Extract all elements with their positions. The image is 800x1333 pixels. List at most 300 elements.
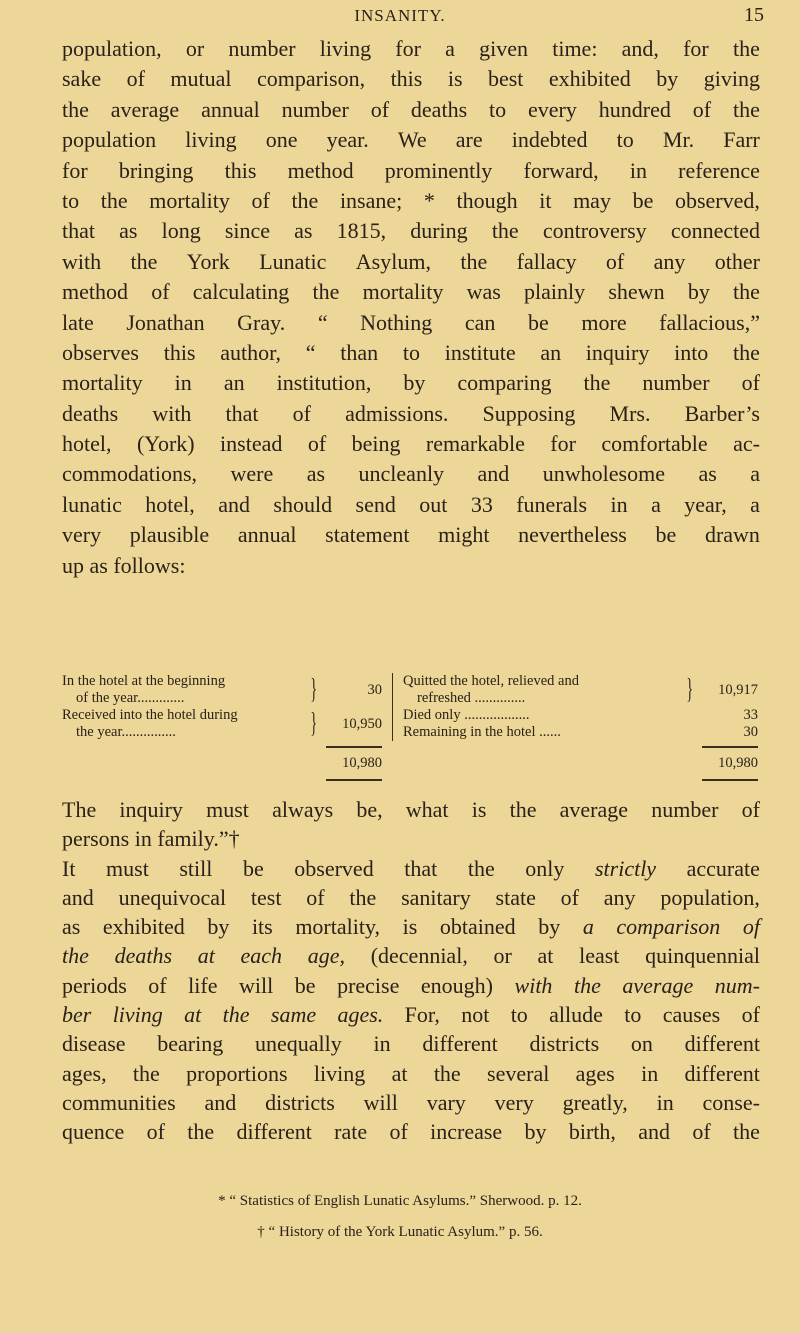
word: be (655, 522, 677, 548)
word: ages (575, 1060, 615, 1086)
word: or (185, 36, 205, 61)
word: ages, (62, 1060, 107, 1086)
word: of (251, 187, 270, 213)
word: unwholesome (542, 461, 665, 487)
word: as (62, 914, 81, 940)
word: districts (529, 1031, 600, 1057)
left-row2-label-block (62, 707, 307, 741)
word: the (491, 218, 519, 244)
word: with (152, 400, 192, 426)
word: shewn (608, 279, 665, 305)
word: is (447, 66, 463, 92)
word: quence (62, 1119, 125, 1145)
text-line (62, 520, 760, 550)
word: Asylum, (355, 248, 431, 274)
text-line (62, 490, 760, 520)
word: of (741, 797, 760, 822)
word: of (307, 431, 327, 457)
right-row2-label: Died only .................. (403, 707, 530, 723)
word: this (163, 339, 196, 365)
word: may (573, 187, 611, 213)
word: (decennial, (370, 943, 468, 969)
word: be (242, 855, 264, 881)
left-row1-label-block (62, 673, 307, 707)
word: of (741, 370, 760, 396)
word: for (62, 157, 88, 183)
word: Jonathan (126, 309, 205, 335)
word: with (62, 248, 102, 274)
word: and (62, 884, 94, 910)
word: was (466, 279, 501, 305)
text-line (62, 368, 760, 398)
word: Barber’s (684, 400, 760, 426)
word: the (349, 884, 377, 910)
word: calculating (192, 279, 290, 305)
text-segment: up as follows: (62, 552, 186, 578)
word: number (228, 36, 296, 61)
word: forward, (523, 157, 599, 183)
word: the (509, 797, 537, 822)
word: in (610, 491, 628, 517)
word: and (218, 491, 250, 517)
left-total: 10,980 (342, 755, 382, 771)
word: 33 (470, 491, 493, 517)
left-row1-label-cont: of the year............. (76, 690, 185, 706)
word: as (698, 461, 717, 487)
word: the (460, 248, 488, 274)
word: inquiry (119, 797, 183, 822)
paragraph-1 (62, 34, 760, 581)
word: mortality, (295, 914, 381, 940)
word: causes (662, 1002, 721, 1028)
word: at (391, 1060, 408, 1086)
word: to (616, 127, 634, 153)
word: rate (334, 1119, 368, 1145)
word: author, (220, 339, 282, 365)
word: observes (62, 339, 139, 365)
word: age, (307, 943, 346, 969)
word: fallacious,” (659, 309, 760, 335)
word: of (389, 1119, 408, 1145)
word: exhibited (102, 914, 185, 940)
word: York (186, 248, 230, 274)
word: is (402, 914, 418, 940)
word: the (733, 279, 760, 305)
footnote-2: † “ History of the York Lunatic Asylum.” p. 56. (257, 1224, 543, 1240)
word: though (456, 187, 518, 213)
word: the (573, 972, 601, 998)
word: comfortable (601, 431, 708, 457)
word: vary (426, 1089, 466, 1115)
word: bringing (118, 157, 194, 183)
total-rule (702, 779, 758, 781)
disbursements-column (393, 673, 758, 771)
word: the (733, 339, 760, 365)
word: Mrs. (609, 400, 651, 426)
word: allude (549, 1002, 603, 1028)
word: in (656, 1089, 674, 1115)
word: this (224, 157, 257, 183)
word: on (630, 1031, 653, 1057)
footnote-1: * “ Statistics of English Lunatic Asylums.” Sherwood. p. 12. (218, 1193, 582, 1209)
word: admissions. (345, 400, 449, 426)
word: the (433, 1060, 461, 1086)
word: the (312, 279, 340, 305)
word: each (240, 943, 283, 969)
word: must (206, 797, 249, 822)
word: by (687, 279, 710, 305)
word: the (291, 187, 319, 213)
word: “ (317, 309, 328, 335)
word: will (363, 1089, 398, 1115)
word: method (62, 279, 128, 305)
word: in (174, 370, 192, 396)
word: observed, (674, 187, 760, 213)
word: as (119, 218, 138, 244)
word: controversy (542, 218, 647, 244)
word: are (455, 127, 483, 153)
left-totals (320, 746, 382, 781)
word: of (292, 400, 311, 426)
word: indebted (511, 127, 588, 153)
word: population (62, 127, 157, 153)
word: It (62, 855, 76, 881)
word: ages. (337, 1002, 384, 1028)
word: an (223, 370, 245, 396)
text-line (62, 1059, 760, 1088)
word: living (185, 127, 237, 153)
word: the (62, 96, 89, 122)
word: * (423, 187, 435, 213)
word: than (340, 339, 379, 365)
word: ac- (733, 431, 760, 457)
word: statement (325, 522, 410, 548)
word: any (653, 248, 686, 274)
table-row (62, 673, 382, 707)
word: Farr (723, 127, 760, 153)
text-line (62, 399, 760, 429)
right-total: 10,980 (718, 755, 758, 771)
word: Mr. (662, 127, 695, 153)
text-line (62, 824, 760, 853)
hotel-statement-table (62, 673, 760, 771)
word: comparison, (256, 66, 366, 92)
right-row1-label-block (403, 673, 683, 707)
word: hotel, (145, 491, 195, 517)
word: every (528, 96, 577, 122)
word: time: (552, 36, 598, 61)
text-line (62, 277, 760, 307)
left-row2-label-cont: the year............... (76, 724, 176, 740)
text-line (62, 1029, 760, 1058)
word: what (405, 797, 449, 822)
word: The (62, 797, 97, 822)
word: to (62, 187, 80, 213)
word: hundred (598, 96, 671, 122)
word: nevertheless (518, 522, 627, 548)
word: plausible (129, 522, 210, 548)
running-header (0, 2, 800, 30)
word: be (632, 187, 654, 213)
page-number: 15 (744, 4, 764, 26)
text-line (62, 156, 760, 186)
word: Lunatic (259, 248, 327, 274)
word: is (471, 797, 487, 822)
text-line (62, 459, 760, 489)
text-line (62, 338, 760, 368)
word: For, (404, 1002, 440, 1028)
word: plainly (524, 279, 586, 305)
word: of (742, 914, 760, 940)
word: same (270, 1002, 317, 1028)
word: be (528, 309, 549, 335)
word: and (204, 1089, 237, 1115)
word: of (146, 1119, 165, 1145)
word: living (319, 36, 372, 61)
left-row2-value: 10,950 (342, 715, 382, 732)
right-row1-label: Quitted the hotel, relieved and (403, 673, 579, 689)
word: can (464, 309, 496, 335)
word: the (732, 1119, 760, 1145)
word: will (239, 972, 274, 998)
word: the (732, 36, 760, 61)
word: the (100, 187, 128, 213)
word: as (294, 218, 313, 244)
word: the (62, 943, 89, 969)
text-line (62, 429, 760, 459)
text-line (62, 941, 760, 970)
word: unequivocal (118, 884, 227, 910)
word: different (684, 1031, 760, 1057)
word: at (184, 1002, 202, 1028)
word: deaths (62, 400, 119, 426)
word: mortality (149, 187, 230, 213)
word: since (224, 218, 271, 244)
word: by (207, 914, 230, 940)
word: a (582, 914, 594, 940)
word: one (265, 127, 298, 153)
word: in (373, 1031, 391, 1057)
word: insane; (339, 187, 403, 213)
left-row1-value: 30 (367, 681, 382, 698)
word: in (641, 1060, 659, 1086)
word: of (692, 96, 712, 122)
word: birth, (568, 1119, 616, 1145)
word: number (281, 96, 349, 122)
word: and (477, 461, 510, 487)
word: num- (714, 972, 760, 998)
word: and (638, 1119, 670, 1145)
word: to (489, 96, 507, 122)
word: given (479, 36, 529, 61)
word: prominently (384, 157, 493, 183)
word: least (579, 943, 620, 969)
word: the (130, 248, 158, 274)
word: comparing (457, 370, 552, 396)
word: Nothing (360, 309, 433, 335)
word: that (62, 218, 95, 244)
text-line (62, 216, 760, 246)
word: by (656, 66, 679, 92)
word: of (560, 884, 579, 910)
word: not (461, 1002, 490, 1028)
word: a (651, 491, 661, 517)
word: still (179, 855, 213, 881)
word: different (236, 1119, 312, 1145)
word: at (197, 943, 215, 969)
right-row1-value: 10,917 (718, 681, 758, 698)
word: giving (703, 66, 760, 92)
word: and, (621, 36, 659, 61)
word: to (624, 1002, 642, 1028)
right-totals (696, 746, 758, 781)
word: Supposing (482, 400, 576, 426)
word: average (110, 96, 180, 122)
word: of (605, 248, 625, 274)
word: state (495, 884, 536, 910)
word: uncleanly (358, 461, 445, 487)
receipts-column (62, 673, 393, 771)
text-line (62, 186, 760, 216)
word: to (402, 339, 420, 365)
text-line (62, 1117, 760, 1146)
word: Gray. (237, 309, 286, 335)
word: method (287, 157, 354, 183)
word: the (187, 1119, 215, 1145)
word: late (62, 309, 94, 335)
word: a (750, 491, 760, 517)
word: of (741, 1002, 760, 1028)
text-line (62, 247, 760, 277)
word: instead (220, 431, 283, 457)
word: a (445, 36, 455, 61)
right-row3-value: 30 (743, 724, 758, 740)
word: life (188, 972, 218, 998)
text-line (62, 308, 760, 338)
word: always (272, 797, 334, 822)
word: obtained (439, 914, 516, 940)
word: very (62, 522, 102, 548)
word: very (494, 1089, 534, 1115)
text-line (62, 795, 760, 824)
word: of (692, 1119, 711, 1145)
word: this (390, 66, 423, 92)
word: send (355, 491, 396, 517)
table-row (403, 724, 758, 741)
right-row2-value: 33 (743, 707, 758, 723)
word: greatly, (562, 1089, 628, 1115)
word: of (148, 972, 167, 998)
word: test (250, 884, 282, 910)
word: deaths (410, 96, 468, 122)
word: observed (294, 855, 374, 881)
word: different (684, 1060, 760, 1086)
total-rule (326, 779, 382, 781)
word: a (750, 461, 760, 487)
word: it (539, 187, 552, 213)
word: districts (265, 1089, 335, 1115)
text-line (62, 854, 760, 883)
word: hotel, (62, 431, 112, 457)
word: deaths (114, 943, 173, 969)
word: the (467, 855, 495, 881)
word: number (651, 797, 719, 822)
word: for (683, 36, 709, 61)
word: an (540, 339, 562, 365)
text-line (62, 883, 760, 912)
word: mortality (62, 370, 143, 396)
text-line (62, 1000, 760, 1029)
word: of (306, 884, 325, 910)
text-line (62, 95, 760, 125)
word: the (583, 370, 611, 396)
brace-icon: } (309, 708, 317, 739)
word: sake (62, 66, 102, 92)
word: different (422, 1031, 498, 1057)
word: average (622, 972, 694, 998)
word: of (151, 279, 170, 305)
word: more (581, 309, 627, 335)
text-line (62, 34, 760, 64)
table-row (403, 673, 758, 707)
text-line (62, 971, 760, 1000)
right-row1-label-cont: refreshed .............. (417, 690, 526, 706)
table-row (62, 707, 382, 741)
text-line (62, 551, 760, 581)
word: annual (237, 522, 297, 548)
word: any (603, 884, 636, 910)
word: unequally (255, 1031, 342, 1057)
word: fallacy (516, 248, 577, 274)
word: number (642, 370, 710, 396)
word: should (273, 491, 333, 517)
word: year, (684, 491, 727, 517)
word: accurate (686, 855, 760, 881)
word: at (537, 943, 554, 969)
word: reference (678, 157, 760, 183)
word: remarkable (425, 431, 525, 457)
text-line (62, 1088, 760, 1117)
word: other (714, 248, 760, 274)
word: strictly (594, 855, 657, 881)
word: increase (430, 1119, 503, 1145)
word: “ (305, 339, 316, 365)
word: bearing (157, 1031, 224, 1057)
word: living (112, 1002, 163, 1028)
word: mutual (170, 66, 232, 92)
word: of (370, 96, 390, 122)
word: communities (62, 1089, 176, 1115)
right-row3-label: Remaining in the hotel ...... (403, 724, 561, 740)
word: ber (62, 1002, 92, 1028)
word: the (132, 1060, 160, 1086)
word: drawn (704, 522, 760, 548)
word: lunatic (62, 491, 122, 517)
word: year. (326, 127, 369, 153)
word: during (410, 218, 468, 244)
word: that (404, 855, 438, 881)
left-row2-label: Received into the hotel during (62, 707, 238, 723)
word: commodations, (62, 461, 198, 487)
word: to (510, 1002, 528, 1028)
word: best (487, 66, 524, 92)
word: being (351, 431, 401, 457)
word: We (397, 127, 427, 153)
word: annual (201, 96, 260, 122)
word: by (538, 914, 561, 940)
word: quinquennial (645, 943, 760, 969)
word: conse- (702, 1089, 760, 1115)
